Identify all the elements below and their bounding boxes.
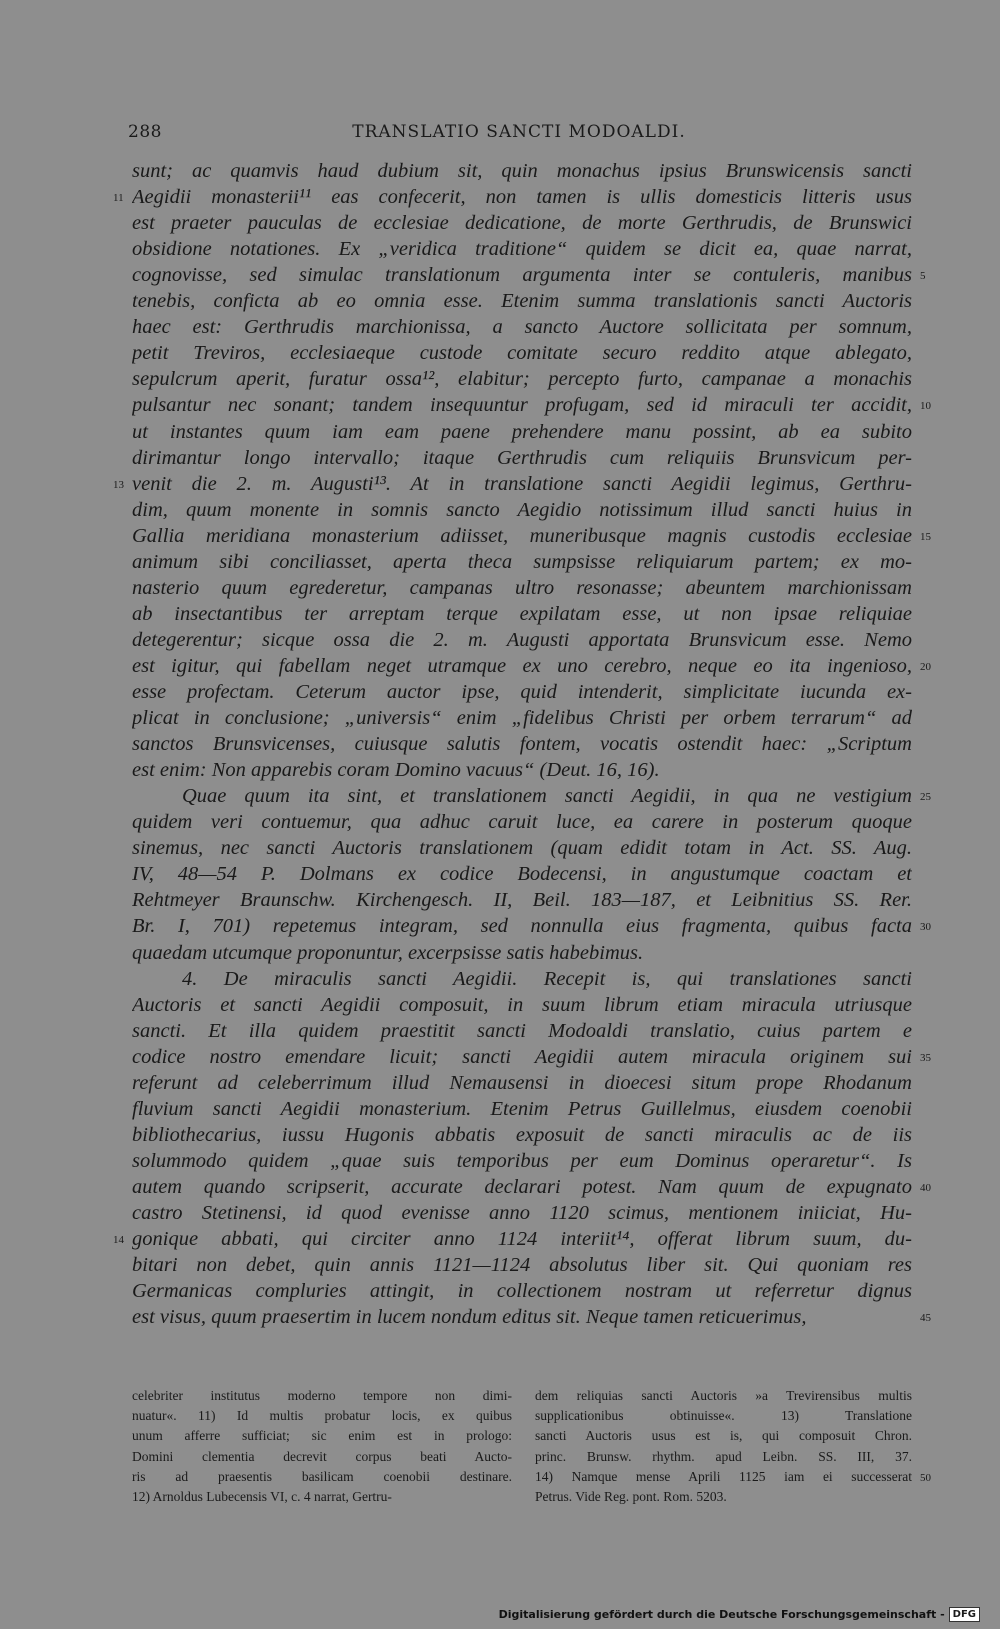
footnote-line: 14) Namque mense Aprili 1125 iam ei successerat bbox=[535, 1468, 912, 1484]
text-line: est praeter pauculas de ecclesiae dedicatione, de morte Gerthrudis, de Brunswici bbox=[132, 212, 912, 235]
page-header bbox=[128, 122, 910, 148]
text-line: Aegidii monasterii¹¹ eas confecerit, non tamen is ullis domesticis litteris usus bbox=[132, 186, 912, 209]
text-line: esse profectam. Ceterum auctor ipse, quid intenderit, simplicitate iucunda ex- bbox=[132, 681, 912, 703]
footnote-line: princ. Brunsw. rhythm. apud Leibn. SS. III, 37. bbox=[535, 1448, 912, 1464]
line-number: 15 bbox=[920, 530, 931, 543]
footnote-line: Petrus. Vide Reg. pont. Rom. 5203. bbox=[535, 1489, 727, 1504]
dfg-logo: DFG bbox=[949, 1607, 980, 1622]
line-number: 5 bbox=[920, 270, 926, 283]
footnote-line: 12) Arnoldus Lubecensis VI, c. 4 narrat, Gertru- bbox=[132, 1489, 392, 1504]
text-line: animum sibi conciliasset, aperta theca sumpsisse reliquiarum partem; ex mo- bbox=[132, 550, 912, 573]
text-line: dim, quum monente in somnis sancto Aegidio notissimum illud sancti huius in bbox=[132, 498, 912, 521]
text-line: sanctos Brunsvicenses, cuiusque salutis fontem, vocatis ostendit haec: „Scriptum bbox=[132, 733, 912, 756]
line-number: 20 bbox=[920, 660, 931, 673]
line-number: 10 bbox=[920, 400, 931, 413]
footnote-line: dem reliquias sancti Auctoris »a Trevirensibus multis bbox=[535, 1388, 912, 1403]
text-line: est enim: Non apparebis coram Domino vacuus“ (Deut. 16, 16). bbox=[132, 759, 660, 782]
text-line: dirimantur longo intervallo; itaque Gerthrudis cum reliquiis Brunsvicum per- bbox=[132, 446, 912, 469]
text-line: tenebis, conficta ab eo omnia esse. Etenim summa translationis sancti Auctoris bbox=[132, 290, 912, 313]
text-line: Germanicas compluries attingit, in collectionem nostram ut referretur dignus bbox=[132, 1280, 912, 1303]
text-line: Rehtmeyer Braunschw. Kirchengesch. II, Beil. 183—187, et Leibnitius SS. Rer. bbox=[132, 889, 912, 912]
footnote-line: ris ad praesentis basilicam coenobii destinare. bbox=[132, 1468, 512, 1484]
text-line: castro Stetinensi, id quod evenisse anno 1120 scimus, mentionem iniiciat, Hu- bbox=[132, 1202, 912, 1224]
text-line: cognovisse, sed simulac translationum argumenta inter se contuleris, manibus bbox=[132, 264, 912, 287]
text-line: petit Treviros, ecclesiaeque custode comitate securo reddito atque ablegato, bbox=[132, 342, 912, 365]
text-line: venit die 2. m. Augusti¹³. At in translatione sancti Aegidii legimus, Gerthru- bbox=[132, 472, 912, 495]
line-number: 35 bbox=[920, 1051, 931, 1064]
text-line: Auctoris et sancti Aegidii composuit, in suum librum etiam miracula utriusque bbox=[132, 993, 912, 1016]
text-line: pulsantur nec sonant; tandem insequuntur profugam, sed id miraculi ter accidit, bbox=[132, 394, 912, 417]
text-line: obsidione notationes. Ex „veridica traditione“ quidem se dicit ea, quae narrat, bbox=[132, 238, 912, 261]
footnote-marker-number: 13 bbox=[113, 478, 124, 491]
text-line: bitari non debet, quin annis 1121—1124 absolutus liber sit. Qui quoniam res bbox=[132, 1254, 912, 1277]
footnote-line: nuatur«. 11) Id multis probatur locis, ex quibus bbox=[132, 1408, 512, 1424]
line-number: 25 bbox=[920, 791, 931, 804]
digitization-credit bbox=[499, 1604, 980, 1624]
text-line: sancti. Et illa quidem praestitit sancti Modoaldi translatio, cuius partem e bbox=[132, 1019, 912, 1042]
footnote-line: celebriter institutus moderno tempore non dimi- bbox=[132, 1388, 512, 1403]
text-line: est igitur, qui fabellam neget utramque ex uno cerebro, neque eo ita ingenioso, bbox=[132, 654, 912, 677]
line-number: 30 bbox=[920, 921, 931, 934]
footnote-line: unum afferre sufficiat; sic enim est in prologo: bbox=[132, 1428, 512, 1444]
running-title: TRANSLATIO SANCTI MODOALDI. bbox=[352, 122, 686, 142]
text-line: haec est: Gerthrudis marchionissa, a sancto Auctore sollicitata per somnum, bbox=[132, 316, 912, 339]
text-line: detegerentur; sicque ossa die 2. m. Augusti apportata Brunsvicum esse. Nemo bbox=[132, 628, 912, 651]
text-line: ut instantes quum iam eam paene prehendere manu possint, ab ea subito bbox=[132, 420, 912, 443]
text-line: sepulcrum aperit, furatur ossa¹², elabitur; percepto furto, campanae a monachis bbox=[132, 368, 912, 391]
footnote-marker-number: 11 bbox=[113, 192, 124, 205]
footnote-line: Domini clementia decrevit corpus beati Aucto- bbox=[132, 1448, 512, 1464]
text-line: ab insectantibus ter arreptam terque expilatam esse, ut non ipsae reliquiae bbox=[132, 602, 912, 625]
text-line: fluvium sancti Aegidii monasterium. Etenim Petrus Guillelmus, eiusdem coenobii bbox=[132, 1097, 912, 1120]
text-line: IV, 48—54 P. Dolmans ex codice Bodecensi, in angustumque coactam et bbox=[132, 863, 912, 886]
text-line: Gallia meridiana monasterium adiisset, muneribusque magnis custodis ecclesiae bbox=[132, 524, 912, 547]
line-number: 45 bbox=[920, 1312, 931, 1325]
text-line: nasterio quum egrederetur, campanas ultro resonasse; abeuntem marchionissam bbox=[132, 576, 912, 599]
text-line: sinemus, nec sancti Auctoris translationem (quam edidit totam in Act. SS. Aug. bbox=[132, 837, 912, 860]
text-line: referunt ad celeberrimum illud Nemausensi in dioecesi situm prope Rhodanum bbox=[132, 1071, 912, 1094]
text-line: est visus, quum praesertim in lucem nondum editus sit. Neque tamen reticuerimus, bbox=[132, 1306, 807, 1329]
text-line: solummodo quidem „quae suis temporibus per eum Dominus operaretur“. Is bbox=[132, 1149, 912, 1172]
text-line: quaedam utcumque proponuntur, excerpsisse satis habebimus. bbox=[132, 941, 644, 964]
text-line: gonique abbati, qui circiter anno 1124 interiit¹⁴, offerat librum suum, du- bbox=[132, 1228, 912, 1251]
footnote-line: sancti Auctoris usus est is, qui composuit Chron. bbox=[535, 1428, 912, 1444]
text-line: bibliothecarius, iussu Hugonis abbatis exposuit de sancti miraculis ac de iis bbox=[132, 1123, 912, 1146]
footnote-marker-number: 14 bbox=[113, 1234, 124, 1247]
text-line: sunt; ac quamvis haud dubium sit, quin monachus ipsius Brunswicensis sancti bbox=[132, 160, 912, 182]
page-number: 288 bbox=[128, 122, 162, 142]
text-line: Quae quum ita sint, et translationem sancti Aegidii, in qua ne vestigium bbox=[182, 785, 912, 808]
text-line: autem quando scripserit, accurate declarari potest. Nam quum de expugnato bbox=[132, 1175, 912, 1198]
line-number: 40 bbox=[920, 1181, 931, 1194]
text-line: 4. De miraculis sancti Aegidii. Recepit is, qui translationes sancti bbox=[182, 967, 912, 990]
text-line: Br. I, 701) repetemus integram, sed nonnulla eius fragmenta, quibus facta bbox=[132, 915, 912, 938]
credit-text: Digitalisierung gefördert durch die Deutsche Forschungsgemeinschaft - bbox=[498, 1607, 945, 1621]
footnote-line: supplicationibus obtinuisse«. 13) Translatione bbox=[535, 1408, 912, 1424]
text-line: quidem veri contuemur, qua adhuc caruit luce, ea carere in posterum quoque bbox=[132, 811, 912, 834]
text-line: plicat in conclusione; „universis“ enim „fidelibus Christi per orbem terrarum“ ad bbox=[132, 707, 912, 730]
footnote-line-number: 50 bbox=[920, 1471, 931, 1484]
text-line: codice nostro emendare licuit; sancti Aegidii autem miracula originem sui bbox=[132, 1045, 912, 1068]
